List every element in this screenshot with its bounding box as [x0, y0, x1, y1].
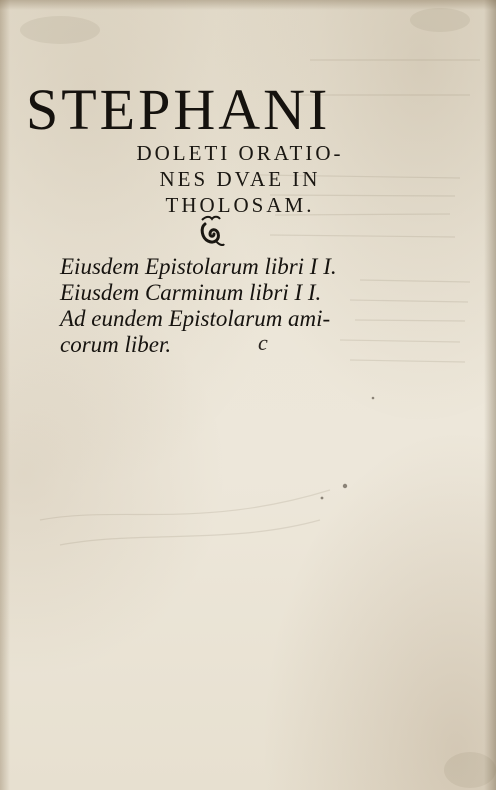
subtitle-block [50, 140, 430, 218]
fleuron-ornament-icon [196, 214, 226, 250]
contents-line: corum liber. [60, 332, 172, 357]
subtitle-line: THOLOSAM. [165, 193, 315, 217]
paper-edge-left [0, 0, 10, 790]
book-title: STEPHANI [26, 77, 331, 142]
subtitle-line: DOLETI ORATIO- [136, 141, 344, 165]
handwritten-mark: c [258, 330, 268, 355]
contents-line: Eiusdem Carminum libri I I. [60, 280, 322, 305]
paper-edge-right [484, 0, 496, 790]
contents-list [60, 254, 380, 358]
paper-edge-top [0, 0, 496, 10]
contents-line: Eiusdem Epistolarum libri I I. [60, 254, 337, 279]
subtitle-line: NES DVAE IN [159, 167, 321, 191]
contents-line: Ad eundem Epistolarum ami- [60, 306, 331, 331]
